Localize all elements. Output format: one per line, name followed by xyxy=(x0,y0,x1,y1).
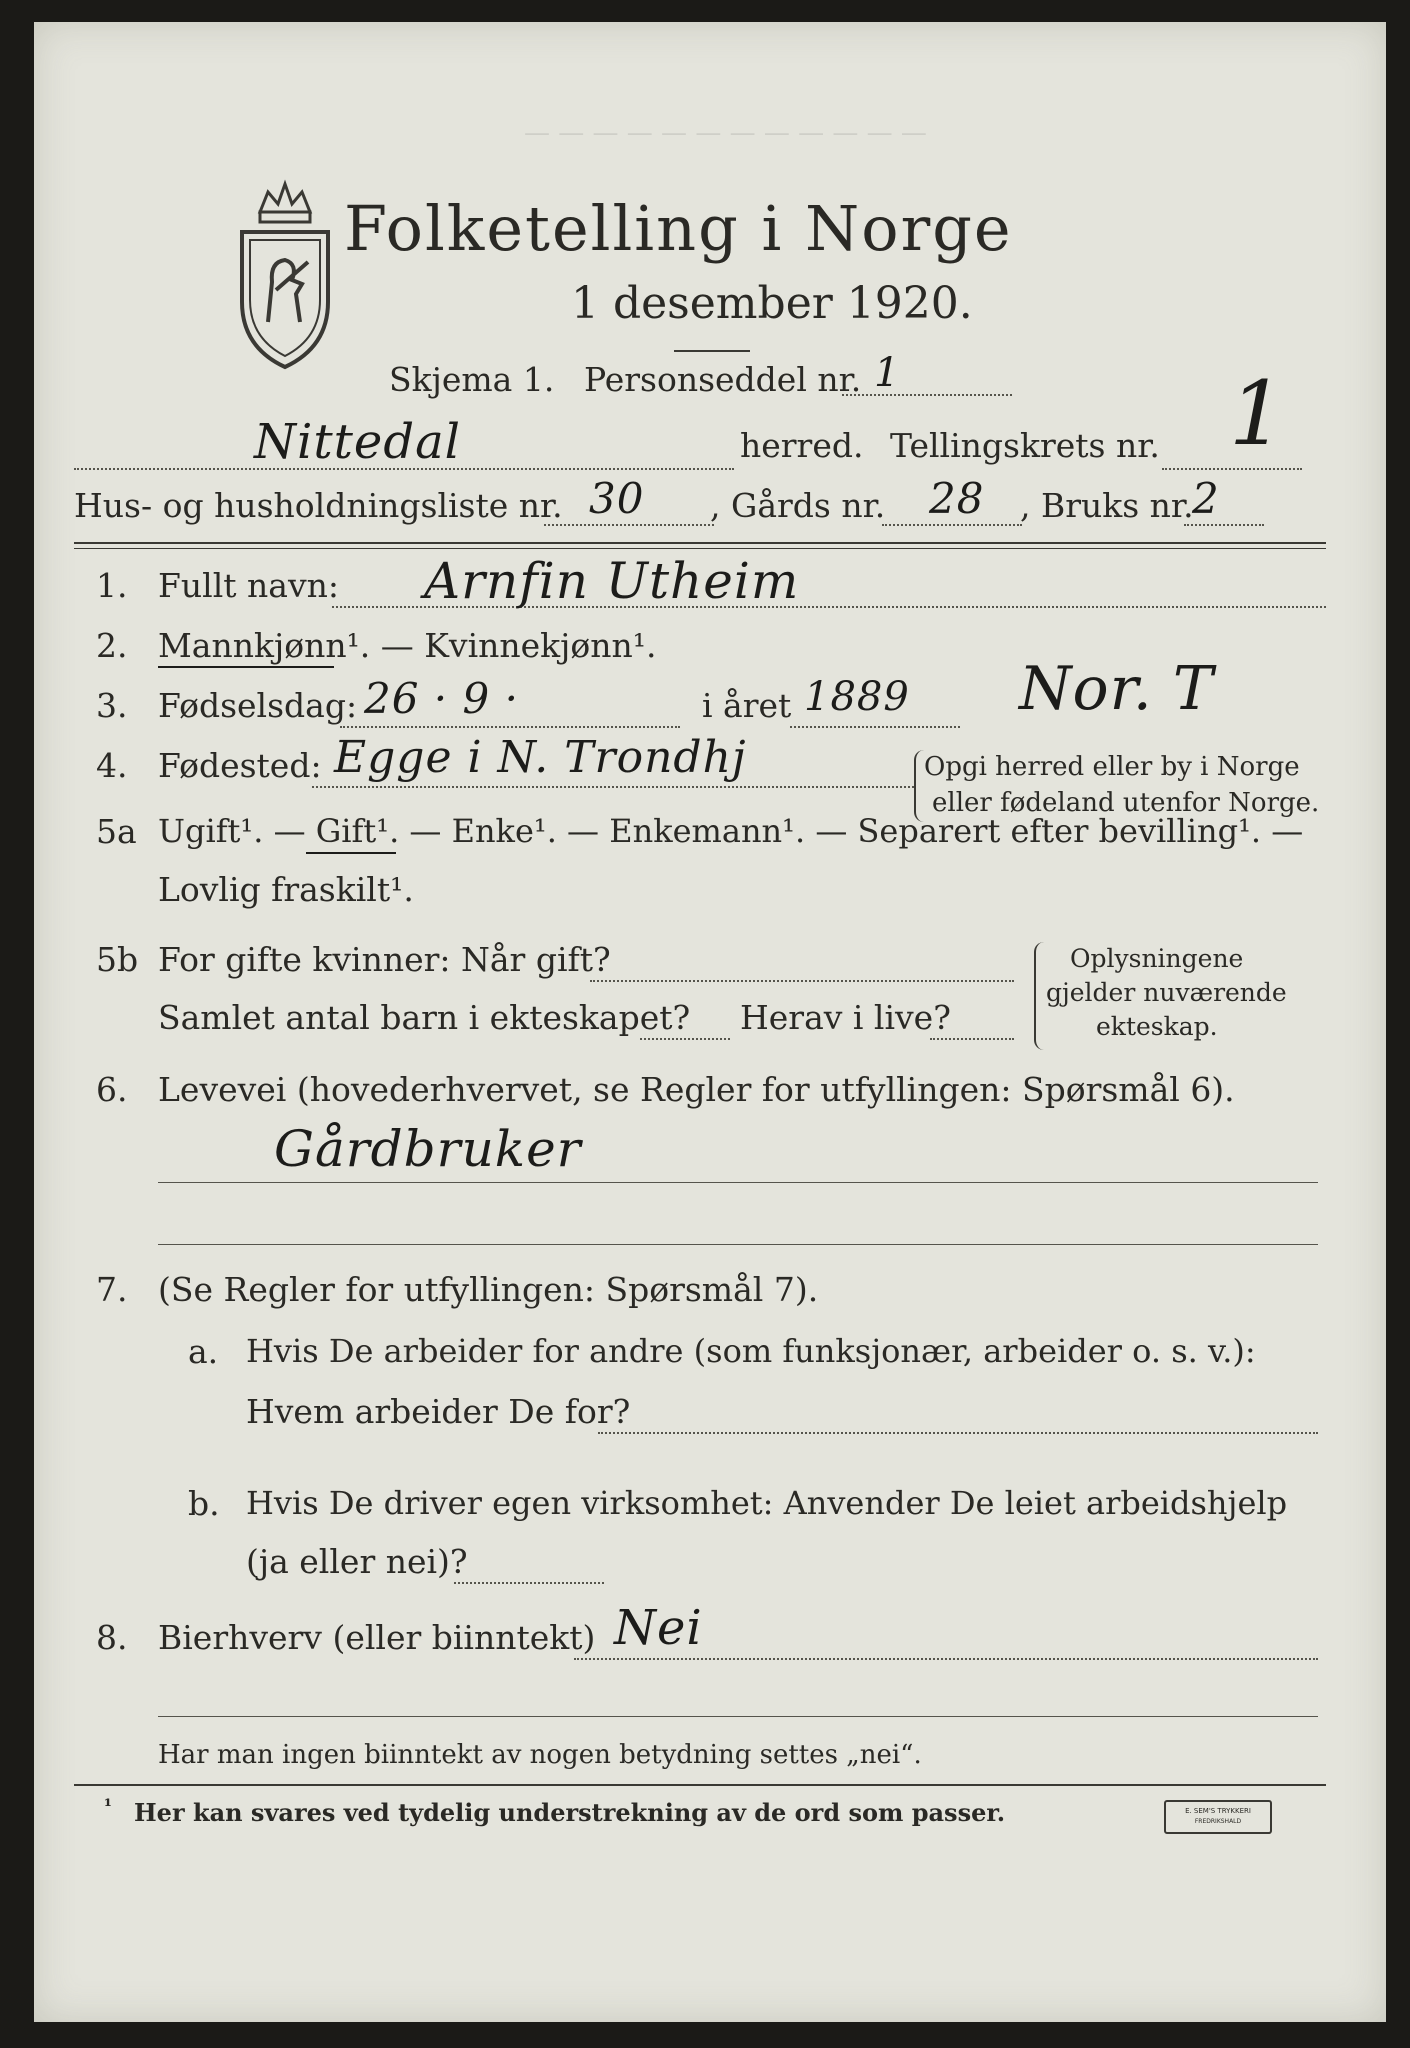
footnote-mark: ¹ xyxy=(104,1796,112,1817)
gards-label: , Gårds nr. xyxy=(710,486,886,525)
q7a-number: a. xyxy=(188,1332,219,1371)
q5b-children-line xyxy=(640,1038,730,1040)
bruks-value[interactable]: 2 xyxy=(1192,474,1220,523)
q5b-label: For gifte kvinner: Når gift? xyxy=(158,940,611,979)
q6-label: Levevei (hovederhvervet, se Regler for utfyllingen: Spørsmål 6). xyxy=(158,1070,1235,1109)
q3-year-line xyxy=(790,726,960,728)
q6-number: 6. xyxy=(96,1070,128,1109)
personseddel-line xyxy=(842,394,1012,396)
q8-number: 8. xyxy=(96,1618,128,1657)
hus-line xyxy=(544,524,714,526)
q5b-note-1: Oplysningene xyxy=(1070,944,1244,973)
q5b-alive-line xyxy=(930,1038,1014,1040)
q1-number: 1. xyxy=(96,566,128,605)
q5a-underline-gift xyxy=(306,852,396,854)
skjema-label: Skjema 1. xyxy=(389,360,555,399)
q4-value[interactable]: Egge i N. Trondhj xyxy=(334,732,747,783)
q5b-note-3: ekteskap. xyxy=(1096,1012,1218,1041)
herred-value[interactable]: Nittedal xyxy=(254,414,462,470)
q5b-note-2: gjelder nuværende xyxy=(1046,978,1287,1007)
q5b-number: 5b xyxy=(96,940,139,979)
q5a-label-2: Lovlig fraskilt¹. xyxy=(158,870,414,909)
q8-line-2 xyxy=(158,1716,1318,1717)
tellingskrets-value[interactable]: 1 xyxy=(1229,362,1286,465)
q2-underline-mannkjonn xyxy=(158,666,334,668)
q7b-label-2: (ja eller nei)? xyxy=(246,1542,468,1581)
gards-value[interactable]: 28 xyxy=(929,474,985,523)
herred-label: herred. xyxy=(740,426,864,465)
q7a-label: Hvis De arbeider for andre (som funksjonær, arbeider o. s. v.): xyxy=(246,1332,1256,1370)
printer-stamp-line-1: E. SEM'S TRYKKERI xyxy=(1185,1807,1251,1815)
q7-number: 7. xyxy=(96,1270,128,1309)
q7-label: (Se Regler for utfyllingen: Spørsmål 7). xyxy=(158,1270,819,1309)
q7a-line xyxy=(598,1432,1318,1434)
q7b-label: Hvis De driver egen virksomhet: Anvender De leiet arbeidshjelp xyxy=(246,1484,1288,1522)
form-date: 1 desember 1920. xyxy=(571,278,973,329)
printer-stamp xyxy=(1164,1800,1272,1834)
tellingskrets-line xyxy=(1162,468,1302,470)
q6-line-1 xyxy=(158,1182,1318,1183)
q3-annotation: Nor. T xyxy=(1019,654,1214,724)
q3-date-line xyxy=(340,726,680,728)
bruks-label: , Bruks nr. xyxy=(1020,486,1194,525)
q5b-married-line xyxy=(590,980,1014,982)
census-form-page xyxy=(34,22,1386,2022)
q3-label: Fødselsdag: xyxy=(158,686,358,725)
q5a-label: Ugift¹. — Gift¹. — Enke¹. — Enkemann¹. — Separert efter bevilling¹. — xyxy=(158,812,1304,850)
q7b-number: b. xyxy=(188,1484,220,1523)
coat-of-arms-icon xyxy=(230,172,340,372)
q3-year-label: i året xyxy=(702,686,792,725)
hus-value[interactable]: 30 xyxy=(589,474,645,523)
q5b-label-2: Samlet antal barn i ekteskapet? xyxy=(158,998,691,1037)
bleed-through-text: — — — — — — — — — — — — xyxy=(524,118,927,148)
q5b-label-3: Herav i live? xyxy=(740,998,951,1037)
q1-label: Fullt navn: xyxy=(158,566,339,605)
printer-stamp-line-2: FREDRIKSHALD xyxy=(1194,1818,1242,1825)
q8-value[interactable]: Nei xyxy=(614,1600,703,1656)
hus-label: Hus- og husholdningsliste nr. xyxy=(74,486,563,525)
q5a-number: 5a xyxy=(96,812,137,851)
q4-label: Fødested: xyxy=(158,746,322,785)
q8-line xyxy=(574,1658,1318,1660)
q8-label: Bierhverv (eller biinntekt) xyxy=(158,1618,596,1657)
q4-hint-1: Opgi herred eller by i Norge xyxy=(924,752,1300,782)
personseddel-value[interactable]: 1 xyxy=(874,350,901,396)
q3-year-value[interactable]: 1889 xyxy=(804,674,910,720)
q6-line-2 xyxy=(158,1244,1318,1245)
q4-line xyxy=(312,786,914,788)
title-divider xyxy=(674,350,750,352)
tellingskrets-label: Tellingskrets nr. xyxy=(890,426,1160,465)
q6-value[interactable]: Gårdbruker xyxy=(274,1120,582,1178)
q3-number: 3. xyxy=(96,686,128,725)
q2-number: 2. xyxy=(96,626,128,665)
q3-value[interactable]: 26 · 9 · xyxy=(364,674,519,723)
header-divider-thin xyxy=(74,548,1326,549)
q4-number: 4. xyxy=(96,746,128,785)
q7a-label-2: Hvem arbeider De for? xyxy=(246,1392,631,1431)
header-divider xyxy=(74,542,1326,544)
gards-line xyxy=(882,524,1022,526)
footnote-text: Her kan svares ved tydelig understrekning av de ord som passer. xyxy=(134,1798,1006,1827)
q1-value[interactable]: Arnfin Utheim xyxy=(424,552,800,610)
footer-divider xyxy=(74,1784,1326,1786)
form-title: Folketelling i Norge xyxy=(344,192,1013,265)
nei-note: Har man ingen biinntekt av nogen betydning settes „nei“. xyxy=(158,1740,922,1770)
q7b-line xyxy=(454,1582,604,1584)
bruks-line xyxy=(1184,524,1264,526)
q2-label: Mannkjønn¹. — Kvinnekjønn¹. xyxy=(158,626,657,665)
personseddel-label: Personseddel nr. xyxy=(584,360,862,399)
q4-hint-2: eller fødeland utenfor Norge. xyxy=(932,788,1320,818)
